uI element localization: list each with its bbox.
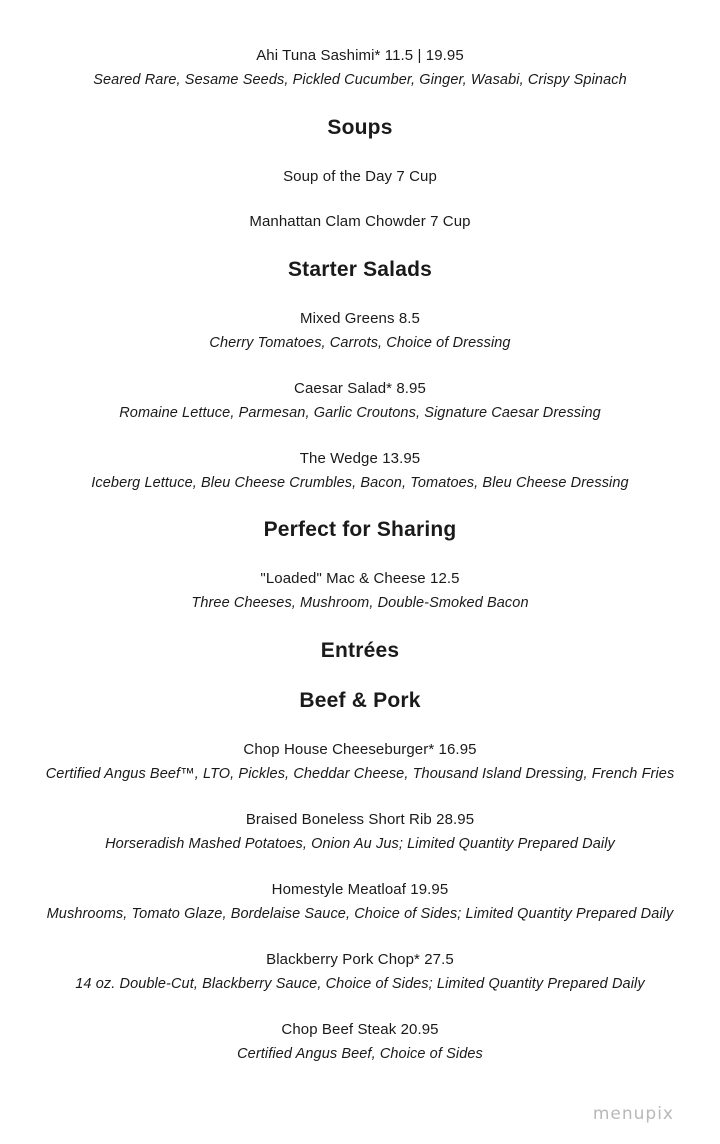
- menupix-watermark: menupix: [592, 1104, 674, 1124]
- item-desc-meatloaf: Mushrooms, Tomato Glaze, Bordelaise Sauce, Choice of Sides; Limited Quantity Prepared Daily: [46, 906, 674, 922]
- item-desc-mac-and-cheese: Three Cheeses, Mushroom, Double-Smoked Bacon: [191, 595, 529, 611]
- item-name-mixed-greens: Mixed Greens 8.5: [300, 310, 420, 327]
- item-desc-pork-chop: 14 oz. Double-Cut, Blackberry Sauce, Choice of Sides; Limited Quantity Prepared Daily: [75, 976, 645, 992]
- item-name-soup-of-the-day: Soup of the Day 7 Cup: [283, 168, 437, 185]
- section-title-perfect-for-sharing: Perfect for Sharing: [263, 518, 457, 541]
- item-desc-beef-steak: Certified Angus Beef, Choice of Sides: [237, 1046, 483, 1062]
- item-desc-caesar-salad: Romaine Lettuce, Parmesan, Garlic Croutons, Signature Caesar Dressing: [119, 405, 601, 421]
- item-name-clam-chowder: Manhattan Clam Chowder 7 Cup: [249, 213, 471, 230]
- item-name-beef-steak: Chop Beef Steak 20.95: [281, 1021, 439, 1038]
- item-desc-short-rib: Horseradish Mashed Potatoes, Onion Au Jus; Limited Quantity Prepared Daily: [105, 836, 615, 852]
- item-name-ahi-tuna: Ahi Tuna Sashimi* 11.5 | 19.95: [256, 47, 464, 64]
- item-name-short-rib: Braised Boneless Short Rib 28.95: [245, 811, 475, 828]
- item-name-meatloaf: Homestyle Meatloaf 19.95: [271, 881, 449, 898]
- item-name-caesar-salad: Caesar Salad* 8.95: [294, 380, 426, 397]
- item-name-cheeseburger: Chop House Cheeseburger* 16.95: [243, 741, 477, 758]
- section-title-soups: Soups: [327, 116, 393, 139]
- item-desc-cheeseburger: Certified Angus Beef™, LTO, Pickles, Cheddar Cheese, Thousand Island Dressing, French Fries: [45, 766, 675, 782]
- item-desc-ahi-tuna: Seared Rare, Sesame Seeds, Pickled Cucumber, Ginger, Wasabi, Crispy Spinach: [93, 72, 627, 88]
- section-title-entrees: Entrées: [320, 639, 400, 662]
- item-name-the-wedge: The Wedge 13.95: [299, 450, 421, 467]
- item-name-pork-chop: Blackberry Pork Chop* 27.5: [266, 951, 454, 968]
- item-desc-the-wedge: Iceberg Lettuce, Bleu Cheese Crumbles, Bacon, Tomatoes, Bleu Cheese Dressing: [91, 475, 629, 491]
- item-desc-mixed-greens: Cherry Tomatoes, Carrots, Choice of Dressing: [209, 335, 511, 351]
- item-name-mac-and-cheese: "Loaded" Mac & Cheese 12.5: [260, 570, 460, 587]
- section-title-starter-salads: Starter Salads: [287, 258, 433, 281]
- section-title-beef-and-pork: Beef & Pork: [299, 689, 421, 712]
